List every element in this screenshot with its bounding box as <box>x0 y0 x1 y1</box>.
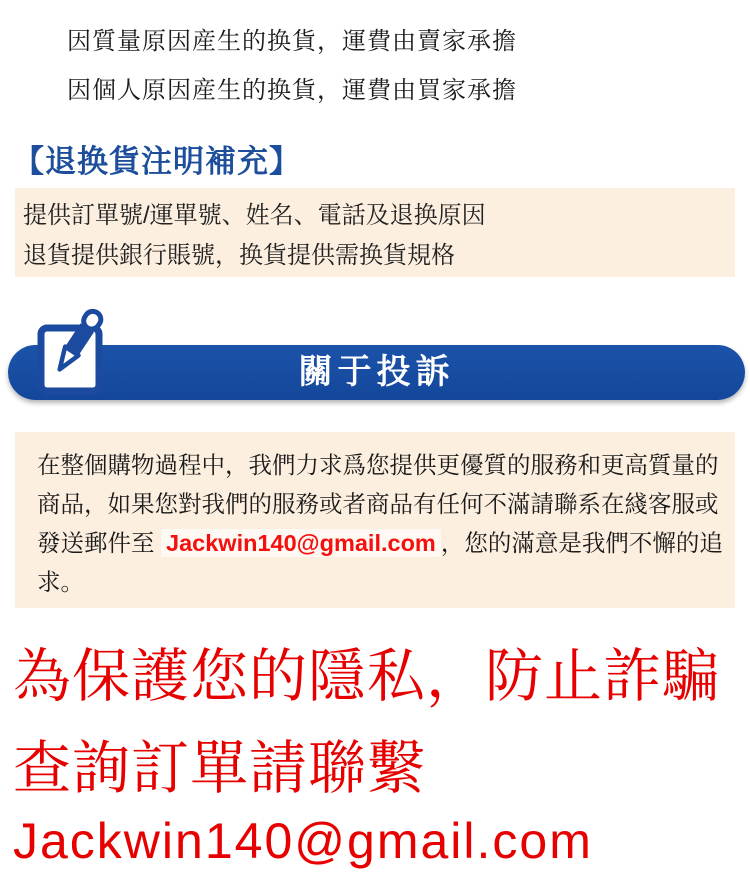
privacy-warning-line-1: 為保護您的隱私，防止詐騙 <box>13 644 722 709</box>
complaint-text-after: ，您的滿意是我們不懈的追求。 <box>37 530 723 595</box>
return-supplement-box <box>15 188 735 277</box>
privacy-warning-line-2: 查詢訂單請聯繫 <box>13 736 427 801</box>
shipping-note-personal: 因個人原因産生的换貨，運費由買家承擔 <box>67 77 517 104</box>
privacy-contact-email: Jackwin140@gmail.com <box>13 813 593 869</box>
complaint-paragraph <box>37 446 727 602</box>
shipping-note-quality: 因質量原因産生的换貨，運費由賣家承擔 <box>67 28 517 55</box>
return-supplement-line-1: 提供訂單號/運單號、姓名、電話及退换原因 <box>23 202 486 229</box>
pencil-notepad-icon <box>34 304 110 400</box>
complaint-text-before: 在整個購物過程中，我們力求爲您提供更優質的服務和更高質量的商品，如果您對我們的服務或者商品有任何不滿請聯系在綫客服或發送郵件至 <box>37 452 719 556</box>
complaint-email: Jackwin140@gmail.com <box>161 529 441 557</box>
return-supplement-heading: 【退换貨注明補充】 <box>13 144 301 179</box>
complaint-banner <box>8 345 745 400</box>
return-supplement-line-2: 退貨提供銀行賬號，换貨提供需换貨規格 <box>23 242 455 269</box>
complaint-box <box>15 432 735 608</box>
complaint-banner-title: 關于投訴 <box>298 353 455 391</box>
